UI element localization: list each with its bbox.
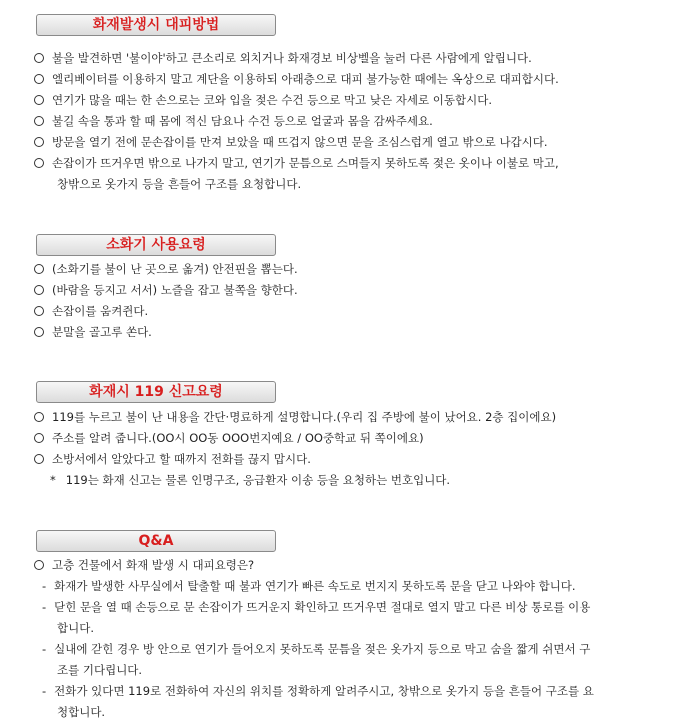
list-item-text: 소방서에서 알았다고 할 때까지 전화를 끊지 맙시다.: [52, 452, 311, 466]
note-text: 119는 화재 신고는 물론 인명구조, 응급환자 이송 등을 요청하는 번호입니다.: [65, 473, 451, 487]
answer-continuation: 합니다.: [57, 621, 94, 635]
circle-bullet-icon: [34, 95, 44, 105]
answer-item: [42, 597, 659, 617]
list-item: [34, 428, 659, 448]
section-title-evacuation: 화재발생시 대피방법: [36, 14, 276, 36]
list-item: [34, 132, 659, 152]
circle-bullet-icon: [34, 158, 44, 168]
answer-item: [42, 639, 659, 659]
list-item-continuation: 창밖으로 옷가지 등을 흔들어 구조를 요청합니다.: [57, 177, 302, 191]
list-item: [34, 153, 659, 173]
circle-bullet-icon: [34, 454, 44, 464]
list-item: [34, 407, 659, 427]
circle-bullet-icon: [34, 53, 44, 63]
circle-bullet-icon: [34, 264, 44, 274]
list-item-text: 불을 발견하면 '불이야'하고 큰소리로 외치거나 화재경보 비상벨을 눌러 다른 사람에게 알립니다.: [52, 51, 532, 65]
list-item-text: 손잡이가 뜨거우면 밖으로 나가지 말고, 연기가 문틈으로 스며들지 못하도록 젖은 옷이나 이불로 막고,: [52, 156, 559, 170]
dash-mark: -: [42, 642, 47, 656]
circle-bullet-icon: [34, 137, 44, 147]
section-title-qna: Q&A: [36, 530, 276, 552]
circle-bullet-icon: [34, 327, 44, 337]
list-item-text: (바람을 등지고 서서) 노즐을 잡고 불쪽을 향한다.: [52, 283, 298, 297]
answer-item: [42, 576, 659, 596]
list-item: [34, 48, 659, 68]
section-title-extinguisher: 소화기 사용요령: [36, 234, 276, 256]
list-item: [34, 259, 659, 279]
dash-mark: -: [42, 600, 47, 614]
answer-text: 실내에 갇힌 경우 방 안으로 연기가 들어오지 못하도록 문틈을 젖은 옷가지 등으로 막고 숨을 짧게 쉬면서 구: [54, 642, 591, 656]
answer-text: 닫힌 문을 열 때 손등으로 문 손잡이가 뜨거운지 확인하고 뜨거우면 절대로 열지 말고 다른 비상 통로를 이용: [54, 600, 591, 614]
circle-bullet-icon: [34, 285, 44, 295]
question: [34, 555, 659, 575]
list-item-text: 손잡이를 움켜쥔다.: [52, 304, 149, 318]
list-item-text: 119를 누르고 불이 난 내용을 간단·명료하게 설명합니다.(우리 집 주방에 불이 났어요. 2층 집이에요): [52, 410, 557, 424]
answer-continuation: 조를 기다립니다.: [57, 663, 143, 677]
list-item-text: 엘리베이터를 이용하지 말고 계단을 이용하되 아래층으로 대피 불가능한 때에는 옥상으로 대피합시다.: [52, 72, 559, 86]
list-item-text: 분말을 골고루 쏜다.: [52, 325, 152, 339]
circle-bullet-icon: [34, 74, 44, 84]
list-item: [34, 90, 659, 110]
note: [50, 470, 659, 490]
dash-mark: -: [42, 579, 47, 593]
answer-text: 전화가 있다면 119로 전화하여 자신의 위치를 정확하게 알려주시고, 창밖으로 옷가지 등을 흔들어 구조를 요: [54, 684, 594, 698]
answer-item: [42, 681, 659, 701]
circle-bullet-icon: [34, 412, 44, 422]
circle-bullet-icon: [34, 306, 44, 316]
answer-continuation: 청합니다.: [57, 705, 106, 719]
list-item-text: (소화기를 불이 난 곳으로 옮겨) 안전핀을 뽑는다.: [52, 262, 298, 276]
list-item-text: 주소를 알려 줍니다.(OO시 OO동 OOO번지예요 / OO중학교 뒤 쪽이에요): [52, 431, 424, 445]
circle-bullet-icon: [34, 116, 44, 126]
circle-bullet-icon: [34, 433, 44, 443]
list-item-text: 방문을 열기 전에 문손잡이를 만져 보았을 때 뜨겁지 않으면 문을 조심스럽게 열고 밖으로 나갑시다.: [52, 135, 548, 149]
list-item: [34, 301, 659, 321]
section-title-119-report: 화재시 119 신고요령: [36, 381, 276, 403]
list-item: [34, 322, 659, 342]
list-item: [34, 280, 659, 300]
list-item: [34, 449, 659, 469]
list-item-text: 불길 속을 통과 할 때 몸에 적신 담요나 수건 등으로 얼굴과 몸을 감싸주세요.: [52, 114, 433, 128]
list-item-text: 연기가 많을 때는 한 손으로는 코와 입을 젖은 수건 등으로 막고 낮은 자세로 이동합시다.: [52, 93, 492, 107]
circle-bullet-icon: [34, 560, 44, 570]
question-text: 고층 건물에서 화재 발생 시 대피요령은?: [52, 558, 255, 572]
asterisk-mark: *: [50, 473, 56, 487]
dash-mark: -: [42, 684, 47, 698]
answer-text: 화재가 발생한 사무실에서 탈출할 때 불과 연기가 빠른 속도로 번지지 못하도록 문을 닫고 나와야 합니다.: [54, 579, 576, 593]
list-item: [34, 69, 659, 89]
list-item: [34, 111, 659, 131]
